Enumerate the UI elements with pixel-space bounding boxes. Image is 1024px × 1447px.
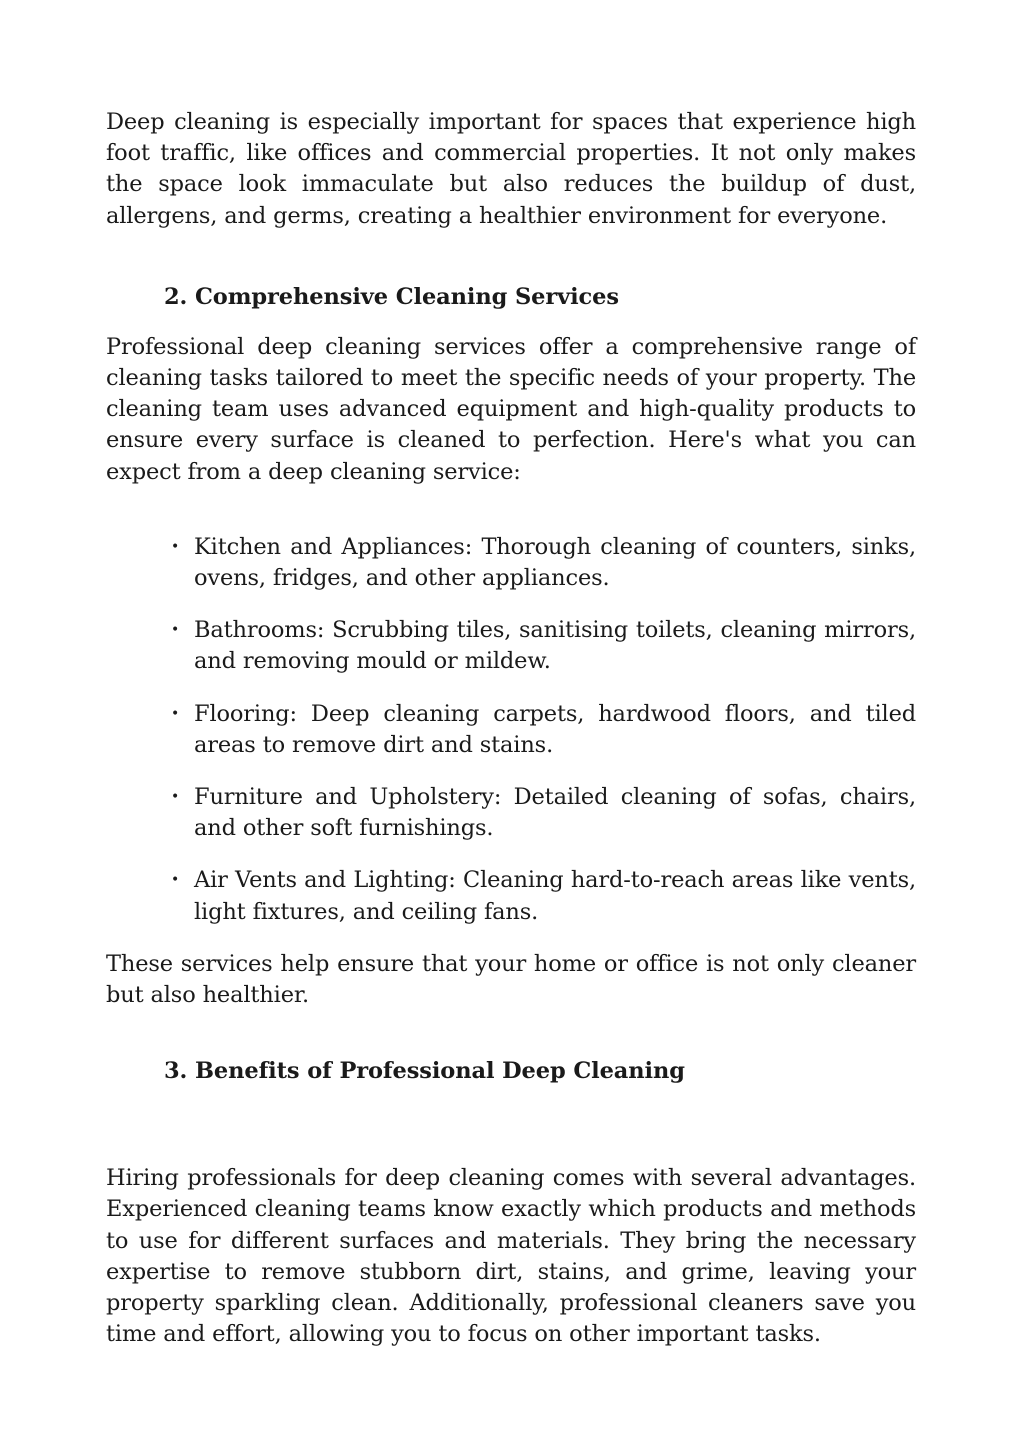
bullet-icon: • [170,872,180,889]
list-item-text: Bathrooms: Scrubbing tiles, sanitising toilets, cleaning mirrors, and removing mould or mildew. [194,617,916,675]
section-2-number: 2. [164,283,188,310]
bullet-icon: • [170,789,180,806]
bullet-icon: • [170,622,180,639]
list-item-text: Flooring: Deep cleaning carpets, hardwood floors, and tiled areas to remove dirt and stains. [194,700,916,758]
list-item [106,699,916,761]
list-item-text: Furniture and Upholstery: Detailed cleaning of sofas, chairs, and other soft furnishings. [194,784,916,842]
bullet-icon: • [170,705,180,722]
list-item [106,532,916,594]
section-2-heading [106,282,916,313]
services-list [106,532,916,928]
list-item [106,865,916,927]
bullet-icon: • [170,538,180,555]
list-item-text: Kitchen and Appliances: Thorough cleaning of counters, sinks, ovens, fridges, and other appliances. [194,533,916,592]
section-3-title: Benefits of Professional Deep Cleaning [195,1058,685,1085]
section-3-heading [106,1056,916,1087]
list-item-text: Air Vents and Lighting: Cleaning hard-to-reach areas like vents, light fixtures, and ceiling fans. [194,867,916,925]
section-2-paragraph: Professional deep cleaning services offer a comprehensive range of cleaning tasks tailored to meet the specific needs of your property. The cleaning team uses advanced equipment and high-quality products to ensure every surface is cleaned to perfection. Here's what you can expect from a deep cleaning service: [106,333,916,485]
document-page [106,104,916,1350]
section-2-closing: These services help ensure that your home or office is not only cleaner but also healthier. [106,950,916,1009]
section-2-title: Comprehensive Cleaning Services [195,283,619,310]
list-item [106,782,916,844]
intro-paragraph: Deep cleaning is especially important for spaces that experience high foot traffic, like offices and commercial properties. It not only makes the space look immaculate but also reduces the buildup of dust, allergens, and germs, creating a healthier environment for everyone. [106,109,916,229]
section-3-paragraph: Hiring professionals for deep cleaning comes with several advantages. Experienced cleaning teams know exactly which products and methods to use for different surfaces and materials. They bring the necessary expertise to remove stubborn dirt, stains, and grime, leaving your property sparkling clean. Additionally, professional cleaners save you time and effort, allowing you to focus on other important tasks. [106,1165,916,1348]
section-3-number: 3. [164,1058,188,1085]
list-item [106,615,916,677]
